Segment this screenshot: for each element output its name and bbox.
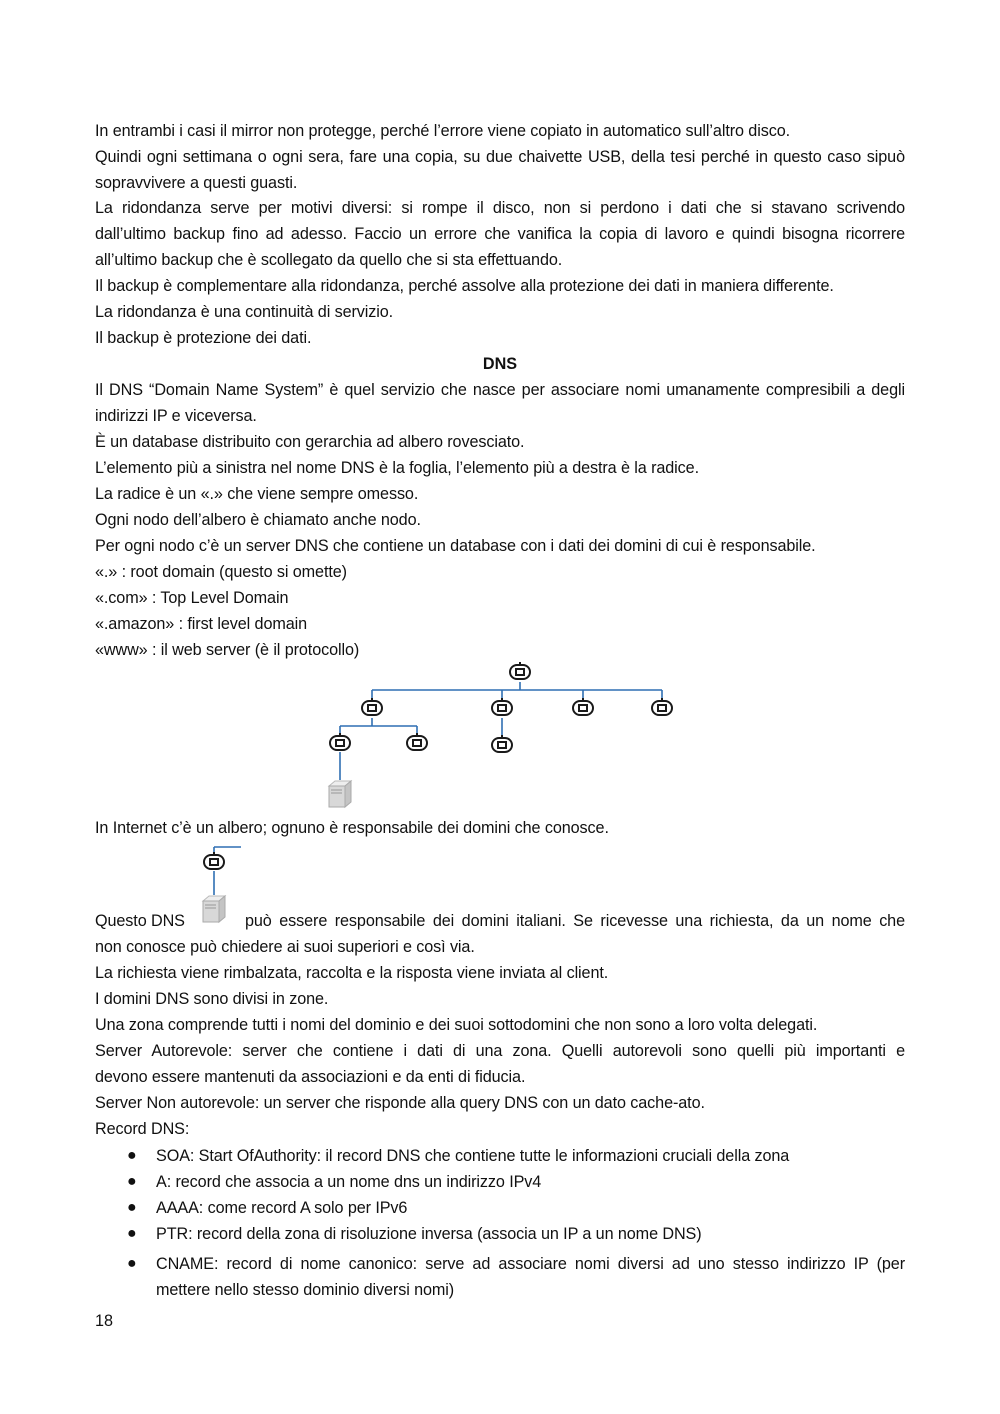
paragraph-line: La richiesta viene rimbalzata, raccolta e la risposta viene inviata al client. xyxy=(95,964,609,982)
server-icon xyxy=(327,780,353,808)
dns-node-icon xyxy=(490,698,514,718)
bullet-icon: ● xyxy=(127,1225,137,1242)
paragraph-line: Il backup è protezione dei dati. xyxy=(95,329,312,347)
paragraph-line: può essere responsabile dei domini italiani. Se ricevesse una richiesta, da un nome che xyxy=(245,912,905,930)
paragraph-line: Server Non autorevole: un server che risponde alla query DNS con un dato cache-ato. xyxy=(95,1094,705,1112)
paragraph-line: Per ogni nodo c’è un server DNS che contiene un database con i dati dei domini di cui è responsabile. xyxy=(95,537,816,555)
section-heading: DNS xyxy=(482,355,518,373)
server-icon xyxy=(201,895,227,923)
paragraph-line: I domini DNS sono divisi in zone. xyxy=(95,990,329,1008)
paragraph-line: devono essere mantenuti da associazioni e da enti di fiducia. xyxy=(95,1068,526,1086)
paragraph-line: In Internet c’è un albero; ognuno è responsabile dei domini che conosce. xyxy=(95,819,609,837)
dns-node-icon xyxy=(328,733,352,753)
dns-node-icon xyxy=(360,698,384,718)
paragraph-line: In entrambi i casi il mirror non protegge, perché l’errore viene copiato in automatico sull’altro disco. xyxy=(95,122,790,140)
dns-node-icon xyxy=(202,852,226,872)
paragraph-line: non conosce può chiedere ai suoi superiori e così via. xyxy=(95,938,475,956)
dns-node-icon xyxy=(508,662,532,682)
page-number: 18 xyxy=(95,1312,114,1330)
paragraph-line: Server Autorevole: server che contiene i dati di una zona. Quelli autorevoli sono quelli più importanti e xyxy=(95,1042,905,1060)
paragraph-line: È un database distribuito con gerarchia ad albero rovesciato. xyxy=(95,433,525,451)
bullet-icon: ● xyxy=(127,1255,137,1272)
list-item: CNAME: record di nome canonico: serve ad associare nomi diversi ad uno stesso indirizzo IP (per xyxy=(156,1255,905,1273)
paragraph-line: «.com» : Top Level Domain xyxy=(95,589,289,607)
paragraph-line: La ridondanza è una continuità di servizio. xyxy=(95,303,394,321)
paragraph-line: Il DNS “Domain Name System” è quel servizio che nasce per associare nomi umanamente compresibili a degli xyxy=(95,381,905,399)
paragraph-line: «www» : il web server (è il protocollo) xyxy=(95,641,360,659)
bullet-icon: ● xyxy=(127,1199,137,1216)
paragraph-line: La radice è un «.» che viene sempre omesso. xyxy=(95,485,419,503)
questo-dns-label: Questo DNS xyxy=(95,912,185,930)
paragraph-line: Il backup è complementare alla ridondanza, perché assolve alla protezione dei dati in maniera differente. xyxy=(95,277,834,295)
list-item: A: record che associa a un nome dns un indirizzo IPv4 xyxy=(156,1173,542,1191)
dns-node-icon xyxy=(650,698,674,718)
list-item: PTR: record della zona di risoluzione inversa (associa un IP a un nome DNS) xyxy=(156,1225,702,1243)
dns-node-icon xyxy=(490,735,514,755)
dns-node-icon xyxy=(571,698,595,718)
list-item: AAAA: come record A solo per IPv6 xyxy=(156,1199,408,1217)
paragraph-line: sopravvivere a questi guasti. xyxy=(95,174,298,192)
list-item: SOA: Start OfAuthority: il record DNS che contiene tutte le informazioni cruciali della zona xyxy=(156,1147,790,1165)
paragraph-line: Una zona comprende tutti i nomi del dominio e dei suoi sottodomini che non sono a loro volta delegati. xyxy=(95,1016,818,1034)
paragraph-line: «.» : root domain (questo si omette) xyxy=(95,563,347,581)
paragraph-line: «.amazon» : first level domain xyxy=(95,615,308,633)
paragraph-line: Record DNS: xyxy=(95,1120,190,1138)
paragraph-line: Ogni nodo dell’albero è chiamato anche nodo. xyxy=(95,511,421,529)
paragraph-line: dall’ultimo backup fino ad adesso. Faccio un errore che vanifica la copia di lavoro e quindi bisogna ricorrere xyxy=(95,225,905,243)
dns-node-icon xyxy=(405,733,429,753)
bullet-icon: ● xyxy=(127,1147,137,1164)
paragraph-line: La ridondanza serve per motivi diversi: si rompe il disco, non si perdono i dati che si stavano scrivendo xyxy=(95,199,905,217)
paragraph-line: L’elemento più a sinistra nel nome DNS è la foglia, l’elemento più a destra è la radice. xyxy=(95,459,699,477)
paragraph-line: Quindi ogni settimana o ogni sera, fare una copia, su due chaivette USB, della tesi perché in questo caso sipuò xyxy=(95,148,905,166)
paragraph-line: all’ultimo backup che è scollegato da quello che si sta effettuando. xyxy=(95,251,563,269)
list-item-continuation: mettere nello stesso dominio diversi nomi) xyxy=(156,1281,455,1299)
paragraph-line: indirizzi IP e viceversa. xyxy=(95,407,257,425)
bullet-icon: ● xyxy=(127,1173,137,1190)
